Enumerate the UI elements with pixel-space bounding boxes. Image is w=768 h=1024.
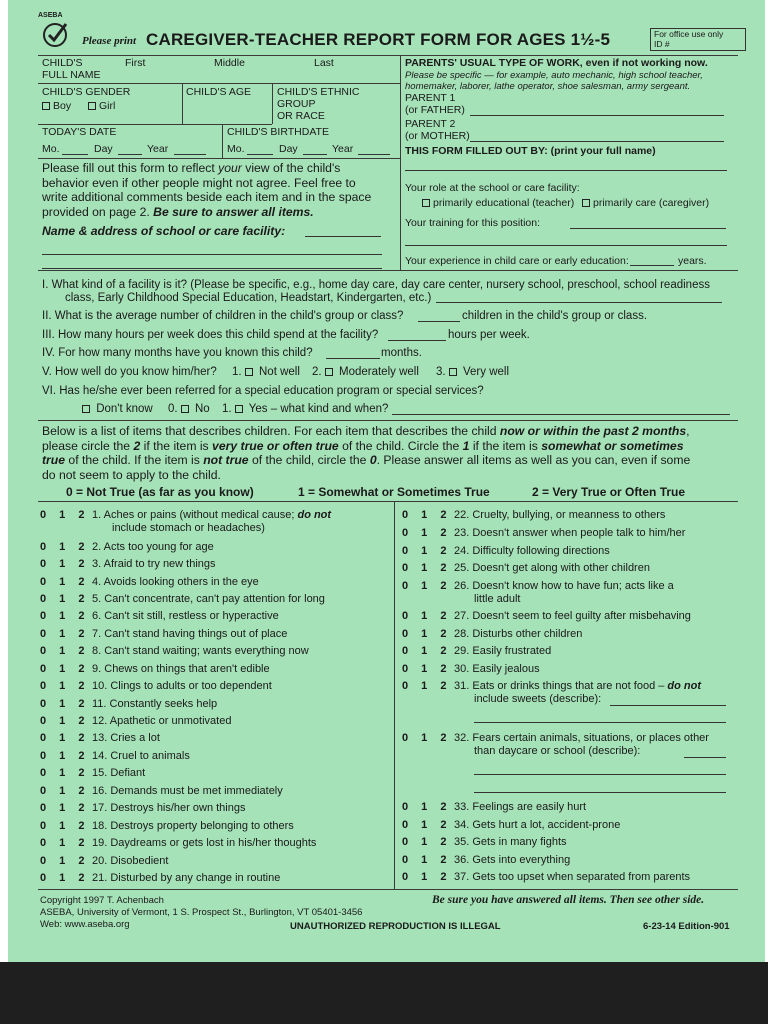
item-text: 37. Gets too upset when separated from parents [454,871,691,883]
checkbox[interactable] [245,368,253,376]
item-text: 19. Daydreams or gets lost in his/her thoughts [92,837,317,849]
item-text: 2. Acts too young for age [92,541,214,553]
score-options[interactable]: 0 1 2 [402,527,452,539]
item31-describe-field-2[interactable] [474,722,726,723]
q6-field[interactable] [392,414,730,415]
training-field-2[interactable] [405,245,727,246]
q5-text: V. How well do you know him/her? [42,366,217,378]
score-options[interactable]: 0 1 2 [40,820,90,832]
item-text: 18. Destroys property belonging to others [92,820,294,832]
score-options[interactable]: 0 1 2 [402,836,452,848]
q5-not-well-option[interactable]: 1. Not well [232,366,300,378]
item-text: 7. Can't stand having things out of place [92,628,288,640]
score-options[interactable]: 0 1 2 [402,819,452,831]
item32-describe-field[interactable] [684,757,726,758]
score-options[interactable]: 0 1 2 [40,715,90,727]
score-options[interactable]: 0 1 2 [402,628,452,640]
todays-date-label: TODAY'S DATE [42,126,117,138]
q6-text: VI. Has he/she ever been referred for a special education program or special services? [42,385,484,397]
training-label: Your training for this position: [405,217,541,229]
item-text: 29. Easily frustrated [454,645,552,657]
score-options[interactable]: 0 1 2 [402,801,452,813]
birthdate-year[interactable]: Year [332,143,354,155]
score-options[interactable]: 0 1 2 [402,732,452,744]
checkbox[interactable] [181,405,189,413]
parent1-work-field[interactable] [470,115,724,116]
birthdate-mo[interactable]: Mo. [227,143,245,155]
facility-label: Name & address of school or care facility: [42,224,286,238]
birthdate-label: CHILD'S BIRTHDATE [227,126,329,138]
score-options[interactable]: 0 1 2 [40,837,90,849]
facility-field-3[interactable] [42,268,382,269]
experience-field[interactable] [630,265,674,266]
aseba-logo [40,18,70,48]
website[interactable]: Web: www.aseba.org [40,919,130,930]
score-options[interactable]: 0 1 2 [40,785,90,797]
score-options[interactable]: 0 1 2 [40,593,90,605]
q2-text: II. What is the average number of children in the child's group or class? [42,310,404,322]
q2-suffix: children in the child's group or class. [462,310,648,322]
score-options[interactable]: 0 1 2 [40,663,90,675]
experience-years: years. [678,255,707,267]
item-text: 35. Gets in many fights [454,836,567,848]
instructions-paragraph: Please fill out this form to reflect your view of the child's behavior even if other people might not agree. Feel free to write additional comments beside each item and in the space provided on page 2. Be sure to answer all items. [42,161,372,219]
score-options[interactable]: 0 1 2 [40,767,90,779]
item-text: 15. Defiant [92,767,146,779]
score-options[interactable]: 0 1 2 [40,610,90,622]
parents-work-title: PARENTS' USUAL TYPE OF WORK, even if not working now. [405,57,708,69]
q2-field[interactable] [418,321,460,322]
todays-date-year[interactable]: Year [147,143,169,155]
score-options[interactable]: 0 1 2 [40,750,90,762]
scanner-background [0,962,768,1024]
item-text: 20. Disobedient [92,855,169,867]
todays-date-mo[interactable]: Mo. [42,143,60,155]
mother-label: (or MOTHER) [405,130,470,142]
last-name-label: Last [314,57,334,69]
item-text: 21. Disturbed by any change in routine [92,872,281,884]
parent2-label: PARENT 2 [405,118,456,130]
copyright: Copyright 1997 T. Achenbach [40,895,164,906]
score-options[interactable]: 0 1 2 [402,645,452,657]
item-text: 8. Can't stand waiting; wants everything now [92,645,309,657]
q4-text: IV. For how many months have you known this child? [42,347,313,359]
father-label: (or FATHER) [405,104,465,116]
item-text: 27. Doesn't seem to feel guilty after misbehaving [454,610,691,622]
item32-describe-field-3[interactable] [474,792,726,793]
ethnic-label-1: CHILD'S ETHNIC [277,86,360,98]
score-options[interactable]: 0 1 2 [40,509,90,521]
scale-somewhat-true: 1 = Somewhat or Sometimes True [298,485,490,499]
child-age-label: CHILD'S AGE [186,86,252,98]
score-options[interactable]: 0 1 2 [40,802,90,814]
item-text: 22. Cruelty, bullying, or meanness to others [454,509,666,521]
item-text: 32. Fears certain animals, situations, or places other [454,732,709,744]
score-options[interactable]: 0 1 2 [40,541,90,553]
parents-work-hint-2: homemaker, laborer, lathe operator, shoe salesman, army sergeant. [405,81,691,92]
item-text: 36. Gets into everything [454,854,571,866]
q6-no-option[interactable]: 0. No [168,403,210,415]
checkbox[interactable] [582,199,590,207]
checkbox[interactable] [235,405,243,413]
role-label: Your role at the school or care facility: [405,182,580,194]
please-print-label: Please print [82,35,137,47]
publisher-address: ASEBA, University of Vermont, 1 S. Prospect St., Burlington, VT 05401-3456 [40,907,363,918]
item-text: 14. Cruel to animals [92,750,190,762]
checkbox[interactable] [82,405,90,413]
q1-field[interactable] [436,302,722,303]
q4-suffix: months. [381,347,422,359]
checkbox[interactable] [88,102,96,110]
first-name-label: First [125,57,146,69]
item-text: 17. Destroys his/her own things [92,802,246,814]
item-text: 11. Constantly seeks help [92,698,218,710]
item-text: 1. Aches or pains (without medical cause; do not [92,509,332,521]
item-text: 12. Apathetic or unmotivated [92,715,232,727]
checkbox[interactable] [42,102,50,110]
edition-label: 6-23-14 Edition-901 [643,921,730,932]
child-name-label-1: CHILD'S [42,57,83,69]
score-options[interactable]: 0 1 2 [402,854,452,866]
role-teacher-option[interactable]: primarily educational (teacher) [422,197,574,209]
item-text: 13. Cries a lot [92,732,160,744]
score-options[interactable]: 0 1 2 [40,558,90,570]
training-field[interactable] [570,228,726,229]
score-options[interactable]: 0 1 2 [40,680,90,692]
q1-text: I. What kind of a facility is it? (Please be specific, e.g., home day care, day care center, nursery school, preschool, school readiness [42,279,710,291]
score-options[interactable]: 0 1 2 [402,545,452,557]
item-text: 30. Easily jealous [454,663,540,675]
checkbox[interactable] [449,368,457,376]
score-options[interactable]: 0 1 2 [402,871,452,883]
item-text: 5. Can't concentrate, can't pay attention for long [92,593,325,605]
item-text: 28. Disturbs other children [454,628,583,640]
item-text: 10. Clings to adults or too dependent [92,680,272,692]
middle-name-label: Middle [214,57,245,69]
parent2-work-field[interactable] [470,141,724,142]
item-text: 9. Chews on things that aren't edible [92,663,270,675]
item-text-continued: include sweets (describe): [474,693,602,705]
filled-by-field[interactable] [405,170,727,171]
scale-not-true: 0 = Not True (as far as you know) [66,485,254,499]
facility-field-2[interactable] [42,254,382,255]
gender-girl-option[interactable]: Girl [88,100,115,112]
item31-describe-field[interactable] [610,705,726,706]
gender-boy-option[interactable]: Boy [42,100,71,112]
reproduction-warning: UNAUTHORIZED REPRODUCTION IS ILLEGAL [290,921,501,932]
checkbox[interactable] [325,368,333,376]
office-use-box[interactable] [650,28,746,51]
item-text-continued: include stomach or headaches) [112,522,265,534]
q3-text: III. How many hours per week does this child spend at the facility? [42,329,379,341]
q3-field[interactable] [388,340,446,341]
item-text: 33. Feelings are easily hurt [454,801,587,813]
item-text-continued: little adult [474,593,521,605]
item-text: 6. Can't sit still, restless or hyperactive [92,610,279,622]
score-options[interactable]: 0 1 2 [402,509,452,521]
parent1-label: PARENT 1 [405,92,456,104]
score-options[interactable]: 0 1 2 [40,576,90,588]
q1-text-2: class, Early Childhood Special Education, Headstart, Kindergarten, etc.) [65,292,432,304]
ethnic-label-3: OR RACE [277,110,325,122]
score-options[interactable]: 0 1 2 [40,645,90,657]
experience-label: Your experience in child care or early education: [405,255,629,267]
item32-describe-field-2[interactable] [474,774,726,775]
item-text: 34. Gets hurt a lot, accident-prone [454,819,621,831]
item-text: 26. Doesn't know how to have fun; acts like a [454,580,674,592]
score-options[interactable]: 0 1 2 [40,732,90,744]
q6-dont-know-option[interactable]: Don't know [82,403,153,415]
item-text: 24. Difficulty following directions [454,545,610,557]
todays-date-day[interactable]: Day [94,143,113,155]
item-text-continued: than daycare or school (describe): [474,745,641,757]
item-text: 3. Afraid to try new things [92,558,216,570]
rating-instructions: Below is a list of items that describes children. For each item that describes the child now or within the past 2 months, please circle the 2 if the item is very true or often true of the child. Circle the 1 if the item is somewhat or sometimes true of the child. If the item is not true of the child, circle the 0. Please answer all items as well as you can, even if some do not seem to apply to the child. [42,424,691,482]
q4-field[interactable] [326,358,380,359]
score-options[interactable]: 0 1 2 [40,855,90,867]
score-options[interactable]: 0 1 2 [40,628,90,640]
answer-reminder: Be sure you have answered all items. Then see other side. [432,894,705,906]
score-options[interactable]: 0 1 2 [40,698,90,710]
form-title: CAREGIVER-TEACHER REPORT FORM FOR AGES 1½-5 [146,30,611,49]
id-label: ID # [654,38,670,49]
q6-yes-option[interactable]: 1. Yes – what kind and when? [222,403,389,415]
item-text: 4. Avoids looking others in the eye [92,576,259,588]
score-options[interactable]: 0 1 2 [402,680,452,692]
q5-moderately-well-option[interactable]: 2. Moderately well [312,366,419,378]
q3-suffix: hours per week. [448,329,530,341]
score-options[interactable]: 0 1 2 [402,562,452,574]
office-use-label: For office use only [654,29,724,39]
birthdate-day[interactable]: Day [279,143,298,155]
score-options[interactable]: 0 1 2 [402,663,452,675]
score-options[interactable]: 0 1 2 [402,580,452,592]
item-text: 25. Doesn't get along with other children [454,562,650,574]
item-text: 31. Eats or drinks things that are not food – do not [454,680,702,692]
child-gender-label: CHILD'S GENDER [42,86,131,98]
score-options[interactable]: 0 1 2 [40,872,90,884]
role-caregiver-option[interactable]: primarily care (caregiver) [582,197,709,209]
ethnic-label-2: GROUP [277,98,316,110]
q5-very-well-option[interactable]: 3. Very well [436,366,510,378]
facility-field-1[interactable] [305,236,381,237]
filled-by-label: THIS FORM FILLED OUT BY: (print your full name) [405,145,656,157]
child-name-label-2: FULL NAME [42,69,101,81]
item-text: 16. Demands must be met immediately [92,785,283,797]
item-text: 23. Doesn't answer when people talk to him/her [454,527,686,539]
parents-work-hint-1: Please be specific — for example, auto mechanic, high school teacher, [405,70,703,81]
brand-label: ASEBA [38,12,63,19]
score-options[interactable]: 0 1 2 [402,610,452,622]
scale-very-true: 2 = Very True or Often True [532,485,686,499]
checkbox[interactable] [422,199,430,207]
